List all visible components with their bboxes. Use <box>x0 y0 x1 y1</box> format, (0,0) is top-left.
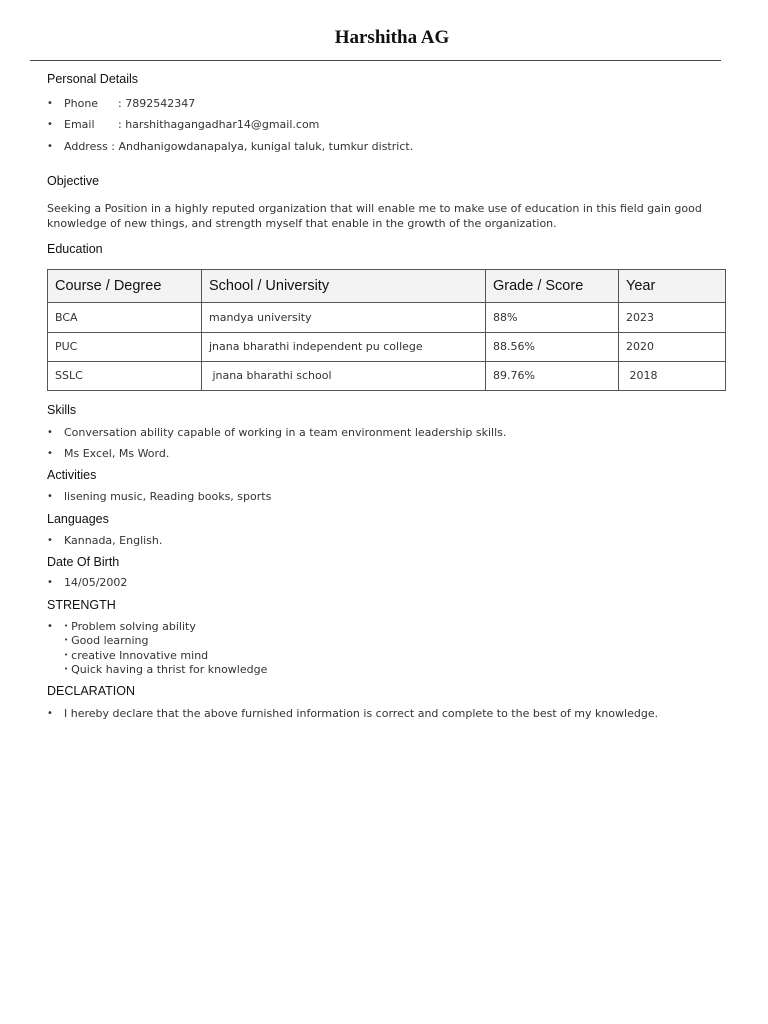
activities-heading: Activities <box>47 468 97 482</box>
bullet-icon: • <box>47 119 53 130</box>
personal-details-heading: Personal Details <box>47 72 139 86</box>
table-row <box>48 303 726 332</box>
bullet-icon: • <box>47 535 53 546</box>
column-header: Grade / Score <box>486 270 619 303</box>
bullet-icon: • <box>47 491 53 502</box>
bullet-icon: • <box>64 636 69 644</box>
bullet-icon: • <box>47 98 53 109</box>
table-header-row <box>48 270 726 303</box>
bullet-icon: • <box>64 622 69 630</box>
candidate-name: Harshitha AG <box>334 27 450 48</box>
table-cell: jnana bharathi school <box>202 361 486 390</box>
email-value: : harshithagangadhar14@gmail.com <box>118 118 320 131</box>
bullet-icon: • <box>47 708 53 719</box>
phone-label: Phone <box>64 97 99 110</box>
bullet-icon: • <box>47 577 53 588</box>
table-cell: BCA <box>48 303 202 332</box>
strength-item <box>64 620 196 633</box>
education-heading: Education <box>47 242 103 256</box>
header-divider <box>30 60 721 61</box>
strength-item-label: Quick having a thrist for knowledge <box>71 663 268 676</box>
objective-text: Seeking a Position in a highly reputed organization that will enable me to make use of education in this field gain good knowledge of new things, and strength myself that enable in the growth of the organization. <box>47 202 702 230</box>
strength-item <box>64 634 148 647</box>
bullet-icon: • <box>64 665 69 673</box>
address-text: Address : Andhanigowdanapalya, kunigal taluk, tumkur district. <box>64 140 414 153</box>
bullet-icon: • <box>47 141 53 152</box>
table-row <box>48 332 726 361</box>
table-cell: SSLC <box>48 361 202 390</box>
skills-heading: Skills <box>47 403 77 417</box>
skill-item: Conversation ability capable of working in a team environment leadership skills. <box>64 426 507 439</box>
bullet-icon: • <box>47 621 53 632</box>
table-cell: 89.76% <box>486 361 619 390</box>
table-cell: 2018 <box>619 361 726 390</box>
bullet-icon: • <box>64 651 69 659</box>
table-cell: PUC <box>48 332 202 361</box>
phone-value: : 7892542347 <box>118 97 196 110</box>
activity-item: lisening music, Reading books, sports <box>64 490 272 503</box>
language-item: Kannada, English. <box>64 534 163 547</box>
strength-item <box>64 649 208 662</box>
declaration-heading: DECLARATION <box>47 684 135 698</box>
column-header: Year <box>619 270 726 303</box>
table-row <box>48 361 726 390</box>
table-cell: 88% <box>486 303 619 332</box>
languages-heading: Languages <box>47 512 109 526</box>
column-header: Course / Degree <box>48 270 202 303</box>
bullet-icon: • <box>47 427 53 438</box>
table-cell: mandya university <box>202 303 486 332</box>
bullet-icon: • <box>47 448 53 459</box>
strength-item-label: Good learning <box>71 634 149 647</box>
strength-heading: STRENGTH <box>47 598 116 612</box>
table-cell: 88.56% <box>486 332 619 361</box>
table-cell: jnana bharathi independent pu college <box>202 332 486 361</box>
objective-heading: Objective <box>47 174 100 188</box>
table-cell: 2020 <box>619 332 726 361</box>
strength-item-label: creative Innovative mind <box>71 649 209 662</box>
education-table <box>47 269 726 391</box>
declaration-text: I hereby declare that the above furnished information is correct and complete to the best of my knowledge. <box>64 707 659 720</box>
dob-value: 14/05/2002 <box>64 576 128 589</box>
dob-heading: Date Of Birth <box>47 555 120 569</box>
table-cell: 2023 <box>619 303 726 332</box>
strength-item <box>64 663 267 676</box>
skill-item: Ms Excel, Ms Word. <box>64 447 170 460</box>
email-label: Email <box>64 118 95 131</box>
column-header: School / University <box>202 270 486 303</box>
strength-item-label: Problem solving ability <box>71 620 196 633</box>
